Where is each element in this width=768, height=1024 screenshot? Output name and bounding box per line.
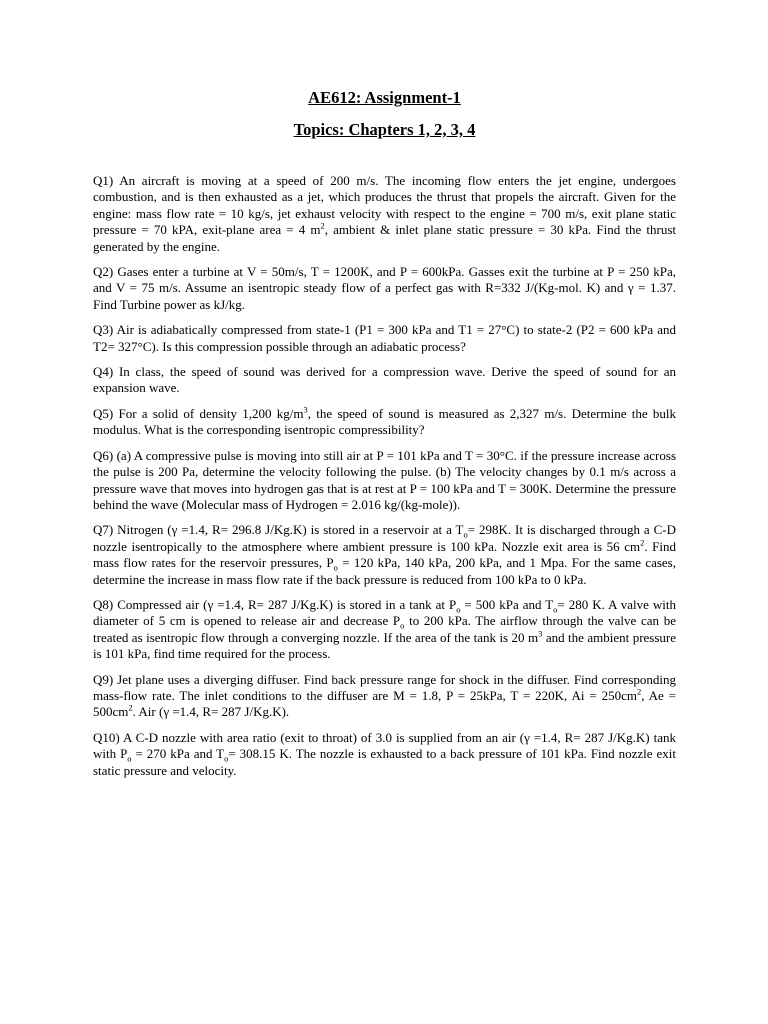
question-text-run: 3 [303, 404, 308, 415]
question-6 [93, 448, 676, 514]
question-text-run: 2 [640, 537, 645, 548]
question-10 [93, 730, 676, 779]
question-text-run: = 120 kPa, 140 kPa, 200 kPa, and 1 Mpa. For the same cases, determine the increase in mass flow rate if the back pressure is reduced from 100 kPa to 0 kPa. [93, 555, 676, 587]
question-5 [93, 406, 676, 439]
question-text-run: Q7) Nitrogen (γ =1.4, R= 296.8 J/Kg.K) is stored in a reservoir at a T [93, 522, 464, 538]
question-text-run: = 298K. It is discharged through a C-D nozzle isentropically to the atmosphere where ambient pressure is 100 kPa. Nozzle exit area is 56 cm [93, 522, 676, 554]
question-9 [93, 672, 676, 721]
question-text-run: = 270 kPa and T [131, 746, 225, 762]
question-text-run: Q8) Compressed air (γ =1.4, R= 287 J/Kg.K) is stored in a tank at P [93, 596, 457, 612]
question-text-run: 2 [128, 703, 133, 714]
question-text-run: o [224, 753, 229, 764]
question-text-run: o [333, 562, 338, 573]
question-text-run: Q5) For a solid of density 1,200 kg/m [93, 405, 304, 421]
question-text-run: Q6) (a) A compressive pulse is moving into still air at P = 101 kPa and T = 30°C. if the pressure increase across the pulse is 200 Pa, determine the velocity following the pulse. (b) The velocity changes by 0.1 m/s across a pressure wave that moves into hydrogen gas that is at rest at P = 100 kPa and T = 300K. Determine the pressure behind the wave (Molecular mass of Hydrogen = 2.016 kg/(kg-mole)). [93, 447, 676, 512]
question-text-run: Q10) A C-D nozzle with area ratio (exit to throat) of 3.0 is supplied from an air (γ =1.4, R= 287 J/Kg.K) tank with P [93, 729, 676, 762]
question-text-run: , Ae = 500cm [93, 687, 676, 720]
question-text-run: , the speed of sound is measured as 2,327 m/s. Determine the bulk modulus. What is the corresponding isentropic compressibility? [93, 405, 676, 438]
question-text-run: . Air (γ =1.4, R= 287 J/Kg.K). [132, 704, 290, 720]
question-text-run: 2 [636, 686, 642, 697]
question-text-run: = 308.15 K. The nozzle is exhausted to a back pressure of 101 kPa. Find nozzle exit static pressure and velocity. [93, 746, 676, 778]
topics-subtitle: Topics: Chapters 1, 2, 3, 4 [293, 120, 476, 139]
question-text-run: . Find mass flow rates for the reservoir pressures, P [93, 538, 676, 571]
question-text-run: Q3) Air is adiabatically compressed from state-1 (P1 = 300 kPa and T1 = 27°C) to state-2 (P2 = 600 kPa and T2= 327°C). Is this compression possible through an adiabatic process? [93, 322, 676, 354]
question-text-run: o [400, 620, 405, 631]
question-8 [93, 597, 676, 663]
question-7 [93, 522, 676, 588]
question-text-run: Q9) Jet plane uses a diverging diffuser. Find back pressure range for shock in the diffuser. Find corresponding mass-flow rate. The inlet conditions to the diffuser are M = 1.8, P = 25kPa, T = 220K, Ai = 250cm [93, 671, 676, 703]
question-text-run: = 500 kPa and T [460, 596, 554, 612]
question-list [93, 173, 676, 779]
question-text-run: Q1) An aircraft is moving at a speed of 200 m/s. The incoming flow enters the jet engine, undergoes combustion, and is then exhausted as a jet, which produces the thrust that propels the aircraft. Given for the engine: mass flow rate = 10 kg/s, jet exhaust velocity with respect to the engine = 700 m/s, exit plane static pressure = 70 kPA, exit-plane area = 4 m [93, 173, 676, 238]
question-text-run: to 200 kPa. The airflow through the valve can be treated as isentropic flow through a converging nozzle. If the area of the tank is 20 m [93, 613, 676, 645]
question-1 [93, 173, 676, 255]
question-text-run: Q2) Gases enter a turbine at V = 50m/s, T = 1200K, and P = 600kPa. Gasses exit the turbine at P = 250 kPa, and V = 75 m/s. Assume an isentropic steady flow of a perfect gas with R=332 J/(Kg-mol. K) and γ = 1.37. Find Turbine power as kJ/kg. [93, 264, 676, 312]
question-text-run: o [553, 604, 558, 615]
question-text-run: 2 [320, 220, 325, 231]
question-text-run: Q4) In class, the speed of sound was derived for a compression wave. Derive the speed of sound for an expansion wave. [93, 364, 676, 396]
question-3 [93, 322, 676, 355]
question-text-run: o [127, 753, 132, 764]
question-text-run: and the ambient pressure is 101 kPa, find time required for the process. [93, 629, 677, 662]
question-text-run: o [463, 529, 468, 540]
question-text-run: , ambient & inlet plane static pressure = 30 kPa. Find the thrust generated by the engine. [93, 222, 676, 254]
question-text-run: = 280 K. A valve with diameter of 5 cm is opened to release air and decrease P [93, 596, 676, 629]
question-2 [93, 264, 676, 313]
assignment-title: AE612: Assignment-1 [308, 88, 461, 107]
question-4 [93, 364, 676, 397]
question-text-run: o [456, 604, 461, 615]
question-text-run: 3 [538, 628, 543, 639]
